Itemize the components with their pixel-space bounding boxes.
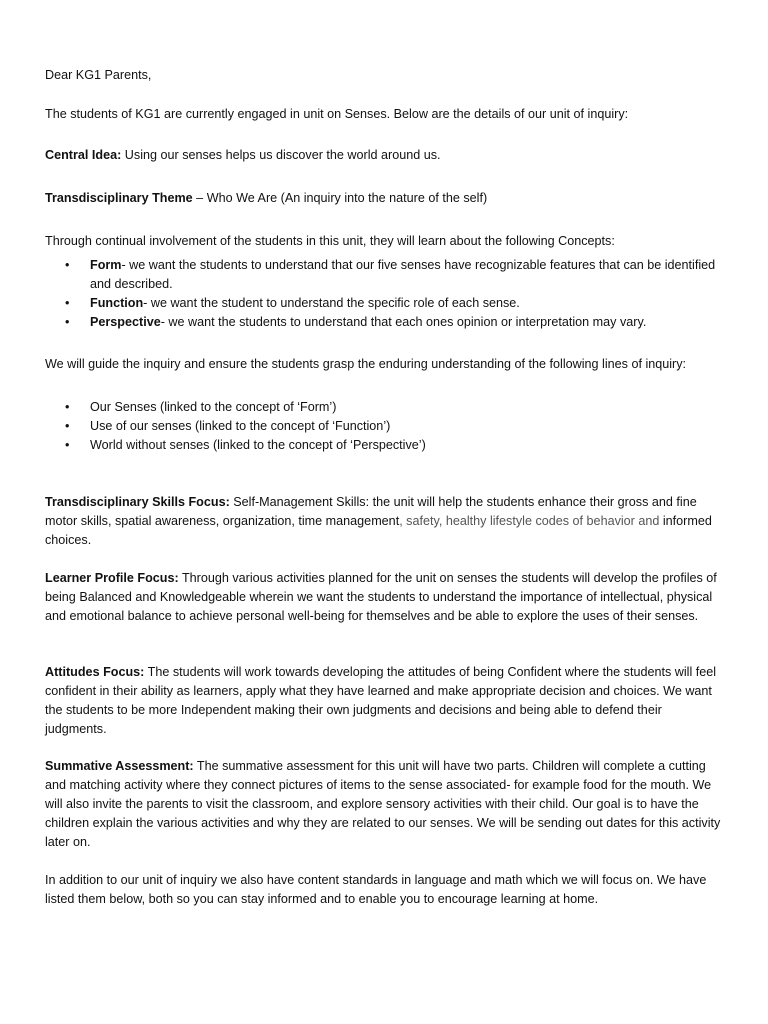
skills-text-muted: , safety, healthy lifestyle codes of behavior and <box>399 514 663 528</box>
line-text: World without senses (linked to the concept of ‘Perspective’) <box>90 438 426 452</box>
skills-focus <box>45 493 725 550</box>
list-item <box>45 398 725 417</box>
assessment-label: Summative Assessment: <box>45 759 194 773</box>
list-item <box>45 436 725 455</box>
central-idea-text: Using our senses helps us discover the world around us. <box>121 148 441 162</box>
closing-paragraph: In addition to our unit of inquiry we also have content standards in language and math which we will focus on. We have listed them below, both so you can stay informed and to enable you to encourage learning at home. <box>45 873 707 906</box>
learner-profile-label: Learner Profile Focus: <box>45 571 179 585</box>
assessment-text: The summative assessment for this unit will have two parts. Children will complete a cutting and matching activity where they connect pictures of items to the sense associated- for example food for the mouth. We will also invite the parents to visit the classroom, and explore sensory activities with their child. Our goal is to have the children explain the various activities and why they are related to our senses. We will be sending out dates for this activity later on. <box>45 759 721 849</box>
theme-label: Transdisciplinary Theme <box>45 191 193 205</box>
list-item <box>45 256 725 294</box>
list-item <box>45 417 725 436</box>
bullet-icon: • <box>65 296 70 310</box>
concept-text: - we want the students to understand that our five senses have recognizable features that can be identified and described. <box>90 258 716 291</box>
list-item <box>45 313 725 332</box>
concept-text: - we want the students to understand that each ones opinion or interpretation may vary. <box>160 315 647 329</box>
bullet-icon: • <box>65 438 70 452</box>
intro-paragraph: The students of KG1 are currently engaged in unit on Senses. Below are the details of our unit of inquiry: <box>45 107 629 121</box>
skills-label: Transdisciplinary Skills Focus: <box>45 495 230 509</box>
learner-profile-focus <box>45 569 725 626</box>
theme-text: – Who We Are (An inquiry into the nature of the self) <box>192 191 488 205</box>
concept-term: Form <box>90 258 122 272</box>
concept-text: - we want the student to understand the specific role of each sense. <box>143 296 520 310</box>
skills-text-end: informed choices. <box>45 514 712 547</box>
attitudes-text: The students will work towards developing the attitudes of being Confident where the students will feel confident in their ability as learners, apply what they have learned and make appropriate decision and choices. We want the students to be more Independent making their own judgments and decisions and being able to defend their judgments. <box>45 665 717 736</box>
greeting: Dear KG1 Parents, <box>45 68 152 82</box>
lines-intro: We will guide the inquiry and ensure the students grasp the enduring understanding of the following lines of inquiry: <box>45 357 687 371</box>
line-text: Our Senses (linked to the concept of ‘Form’) <box>90 400 337 414</box>
skills-text: Self-Management Skills: the unit will help the students enhance their gross and fine motor skills, spatial awareness, organization, time management <box>45 495 697 528</box>
transdisciplinary-theme <box>45 189 725 208</box>
bullet-icon: • <box>65 400 70 414</box>
concepts-list <box>45 256 725 332</box>
concepts-intro: Through continual involvement of the students in this unit, they will learn about the following Concepts: <box>45 234 615 248</box>
list-item <box>45 294 725 313</box>
line-text: Use of our senses (linked to the concept of ‘Function’) <box>90 419 391 433</box>
central-idea-label: Central Idea: <box>45 148 122 162</box>
learner-profile-text: Through various activities planned for the unit on senses the students will develop the profiles of being Balanced and Knowledgeable wherein we want the students to understand the importance of intellectual, physical and emotional balance to achieve personal well-being for themselves and be able to explore the uses of their senses. <box>45 571 717 623</box>
attitudes-focus <box>45 663 725 739</box>
concept-term: Function <box>90 296 144 310</box>
summative-assessment <box>45 757 725 852</box>
bullet-icon: • <box>65 258 70 272</box>
concept-term: Perspective <box>90 315 161 329</box>
attitudes-label: Attitudes Focus: <box>45 665 145 679</box>
bullet-icon: • <box>65 419 70 433</box>
central-idea <box>45 146 725 165</box>
lines-of-inquiry-list <box>45 398 725 455</box>
bullet-icon: • <box>65 315 70 329</box>
